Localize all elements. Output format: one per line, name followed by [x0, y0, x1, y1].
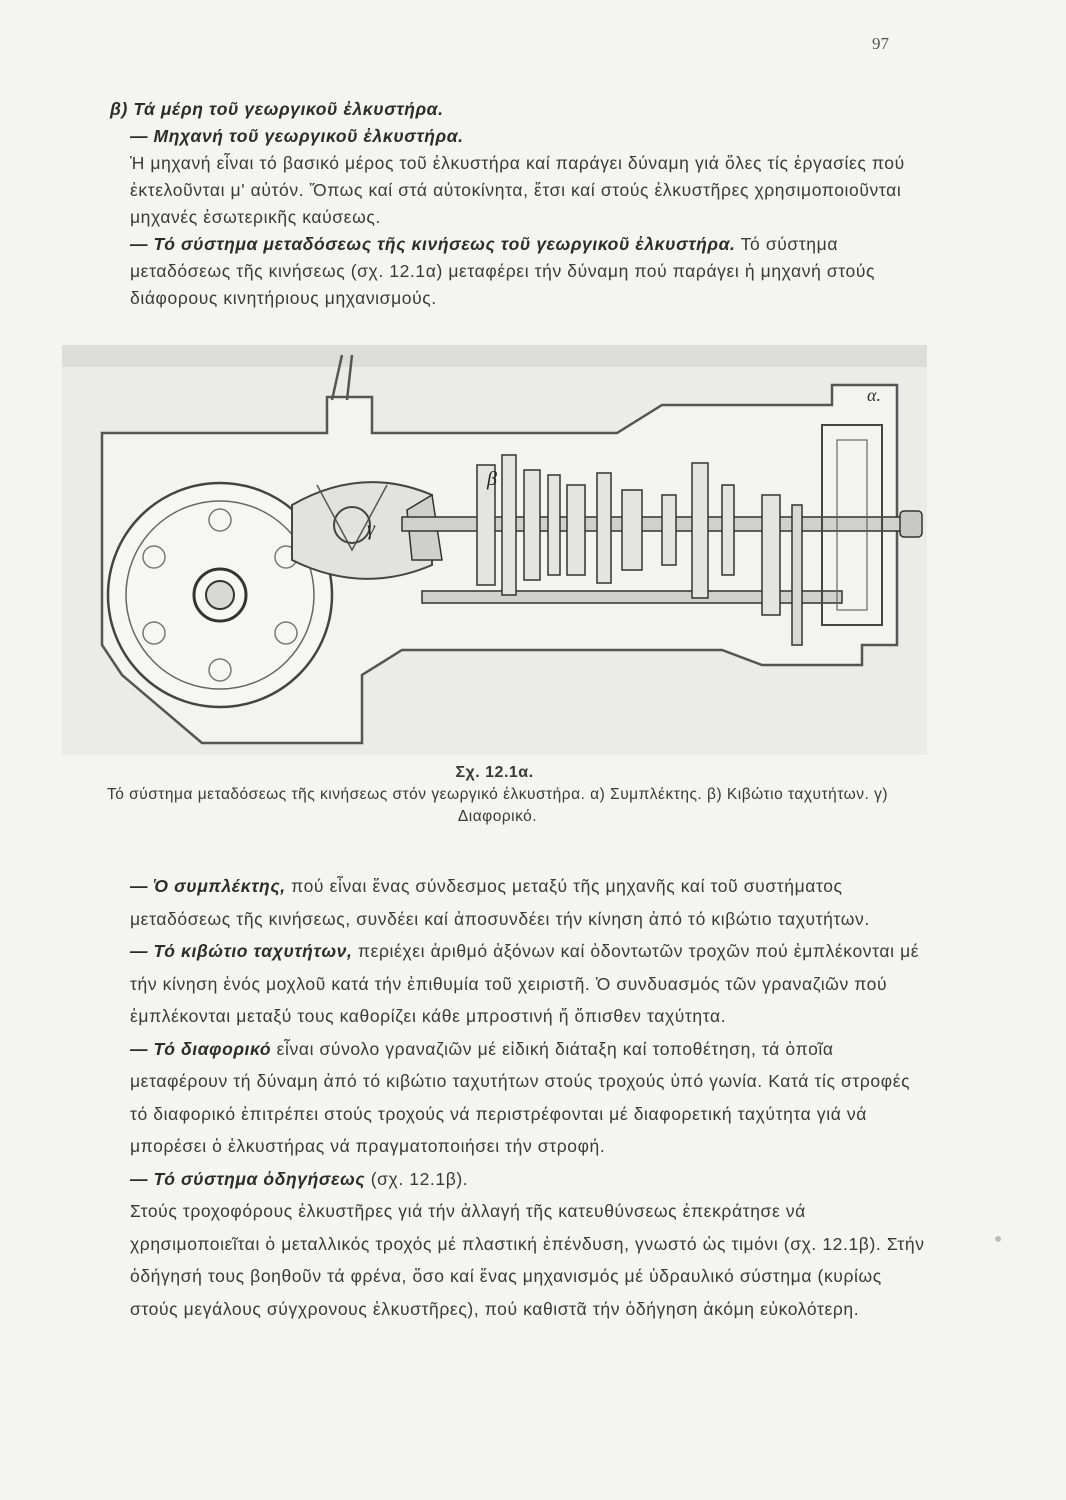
transmission-figure	[62, 345, 927, 755]
caption-title: Σχ. 12.1α.	[455, 764, 534, 781]
gearbox-title: — Τό κιβώτιο ταχυτήτων,	[130, 941, 353, 961]
section-heading: β) Τά μέρη τοῦ γεωργικοῦ ἐλκυστήρα.	[110, 99, 444, 119]
differential-text: εἶναι σύνολο γραναζιῶν μέ εἰδική διάταξη καί τοποθέτηση, τά ὁποῖα μεταφέρουν τή δύναμη ἀπό τό κιβώτιο ταχυτήτων στούς τροχούς ὑπό γωνία. Κατά τίς στροφές τό διαφορικό ἐπιτρέπει στούς τροχούς νά περιστρέφονται μέ διαφορετική ταχύτητα γιά νά μπορέσει ὁ ἐλκυστήρας νά πραγματοποιήσει τήν στροφή.	[130, 1038, 911, 1156]
differential-paragraph	[110, 1033, 925, 1163]
body-section	[110, 870, 925, 1325]
engine-title: — Μηχανή τοῦ γεωργικοῦ ἐλκυστήρα.	[130, 126, 464, 146]
gearbox-paragraph	[110, 935, 925, 1033]
figure-caption	[62, 762, 927, 828]
steering-title: — Τό σύστημα ὁδηγήσεως	[130, 1168, 366, 1189]
figure-label-b: β	[487, 468, 497, 490]
figure-label-c: γ	[367, 518, 375, 540]
transmission-paragraph	[110, 231, 925, 312]
differential-title: — Τό διαφορικό	[130, 1038, 272, 1059]
intro-section	[110, 96, 925, 312]
page-number: 97	[872, 34, 889, 53]
gearbox-text: περιέχει ἀριθμό ἀξόνων καί ὀδοντωτῶν τροχῶν πού ἐμπλέκονται μέ τήν κίνηση ἑνός μοχλοῦ κατά τήν ἐπιθυμία τοῦ χειριστῆ. Ὁ συνδυασμός τῶν γραναζιῶν πού ἐμπλέκονται μεταξύ τους καθορίζει κάθε μπροστινή ἤ ὄπισθεν ταχύτητα.	[130, 941, 920, 1026]
scan-speck	[995, 1236, 1001, 1242]
transmission-text: Τό σύστημα μεταδόσεως τῆς κινήσεως (σχ. 12.1α) μεταφέρει τήν δύναμη πού παράγει ἡ μηχανή στούς διάφορους κινητήριους μηχανισμούς.	[130, 234, 876, 308]
transmission-diagram	[62, 345, 927, 755]
caption-text: Τό σύστημα μεταδόσεως τῆς κινήσεως στόν γεωργικό ἐλκυστήρα. α) Συμπλέκτης. β) Κιβώτιο ταχυτήτων. γ) Διαφορικό.	[106, 786, 888, 825]
figure-label-a: α.	[867, 385, 881, 405]
engine-paragraph: Ἡ μηχανή εἶναι τό βασικό μέρος τοῦ ἐλκυστήρα καί παράγει δύναμη γιά ὅλες τίς ἐργασίες πού ἐκτελοῦνται μ' αὐτόν. Ὅπως καί στά αὐτοκίνητα, ἔτσι καί στούς ἐλκυστῆρες χρησιμοποιοῦνται μηχανές ἐσωτερικῆς καύσεως.	[130, 153, 905, 227]
clutch-title: — Ὁ συμπλέκτης,	[130, 876, 286, 896]
clutch-paragraph	[110, 870, 925, 935]
steering-paragraph: Στούς τροχοφόρους ἐλκυστῆρες γιά τήν ἀλλαγή τῆς κατευθύνσεως ἐπεκράτησε νά χρησιμοποιεῖται ὁ μεταλλικός τροχός μέ πλαστική ἐπένδυση, γνωστό ὡς τιμόνι (σχ. 12.1β). Στήν ὁδήγησή τους βοηθοῦν τά φρένα, ὅσο καί ἕνας μηχανισμός μέ ὑδραυλικό σύστημα (κυρίως στούς μεγάλους σύγχρονους ἐλκυστῆρες), πού καθιστᾶ τήν ὁδήγηση ἀκόμη εὐκολότερη.	[130, 1201, 925, 1319]
steering-ref: (σχ. 12.1β).	[370, 1168, 469, 1189]
clutch-text: πού εἶναι ἕνας σύνδεσμος μεταξύ τῆς μηχανῆς καί τοῦ συστήματος μεταδόσεως τῆς κινήσεως, συνδέει καί ἀποσυνδέει τήν κίνηση ἀπό τό κιβώτιο ταχυτήτων.	[130, 876, 870, 929]
steering-heading	[110, 1163, 925, 1196]
transmission-title: — Τό σύστημα μεταδόσεως τῆς κινήσεως τοῦ γεωργικοῦ ἐλκυστήρα.	[130, 234, 736, 254]
